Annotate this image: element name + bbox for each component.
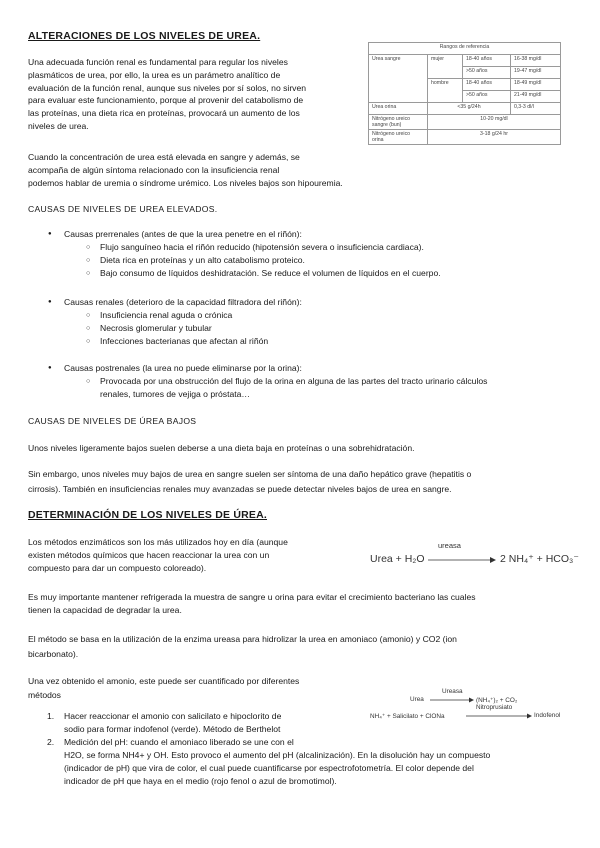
enzyme-label: Ureasa [442,688,463,695]
table-cell [369,115,428,130]
table-cell: Urea orina [369,103,428,115]
table-cell-line: Nitrógeno ureico [372,131,411,137]
table-cell-line: orina [372,137,384,143]
list-item: ○ Flujo sanguíneo hacia el riñón reducido (hipotensión severa o insuficiencia cardiaca). [100,241,564,254]
table-cell: 0,3-3 dl/l [510,103,560,115]
table-cell: 19-47 mg/dl [510,67,560,79]
list-number: 2. [47,737,55,747]
table-cell: >50 años [463,67,511,79]
text-line: H2O, se forma NH4+ y OH. Esto provoco el aumento del pH (alcalinización). En la disolución hay un compuesto [64,750,491,760]
text-line: bicarbonato). [28,648,79,659]
bullet-postrenales: ● Causas postrenales (la urea no puede eliminarse por la orina): [64,362,564,375]
bullet-renales: ● Causas renales (deterioro de la capacidad filtradora del riñón): [64,296,564,309]
table-cell: mujer [428,55,463,79]
bajos-paragraph-2 [28,467,588,496]
metodos-list [47,710,590,788]
eq-product: Indofenol [534,712,561,719]
table-cell: >50 años [463,91,511,103]
text-line: Los métodos enzimáticos son los más utilizados hoy en día (aunque [28,537,288,547]
text-line: podemos hablar de uremia o síndrome urémico. Los niveles bajos son hipouremia. [28,177,343,188]
table-cell: hombre [428,79,463,103]
enzyme-label: Nitroprusiato [476,704,513,711]
table-cell-line: Nitrógeno ureico [372,116,411,122]
postrenales-block [64,362,564,401]
renales-block [64,296,564,348]
text-line: Una adecuada función renal es fundamental para regular los niveles [28,57,288,67]
list-number: 1. [47,711,55,721]
text-line: para evaluar este funcionamiento, porque al provenir del catabolismo de [28,95,304,106]
section-title-alteraciones: ALTERACIONES DE LOS NIVELES DE UREA. [28,30,261,42]
uremia-paragraph [28,151,468,189]
products: 2 NH₄⁺ + HCO₃⁻ [500,553,579,565]
table-cell [369,130,428,145]
text-line: indicador de pH que haya en el medio (rojo fenol o azul de bromotimol). [64,776,337,786]
amonio-paragraph [28,674,368,702]
enzyme-label: ureasa [438,541,461,550]
reaction-arrow-icon [430,696,474,704]
list-item-continuation: renales, tumores de vejiga o próstata… [100,389,250,399]
list-item: ○ Necrosis glomerular y tubular [100,322,564,335]
intro-paragraph [28,56,363,133]
reactants: Urea + H₂O [370,553,425,565]
table-header: Rangos de referencia [369,43,561,55]
reaction-arrow-icon [428,555,496,565]
text-line: (indicador de pH) que vira de color, el cual puede cuantificarse por espectrofotometría. El color depende del [64,763,474,773]
text-line: plasmáticos de urea, por ello, la urea es un parámetro analítico de [28,69,281,80]
table-cell: 16-38 mg/dl [510,55,560,67]
text-line: Medición del pH: cuando el amoniaco liberado se une con el [64,737,294,747]
equation-ureasa [370,541,579,571]
list-item: ○ Infecciones bacterianas que afectan al riñón [100,335,564,348]
list-item: ○ Insuficiencia renal aguda o crónica [100,309,564,322]
table-cell: 21-49 mg/dl [510,91,560,103]
bullet-prerrenales: ● Causas prerrenales (antes de que la urea penetre en el riñón): [64,228,564,241]
text-line: niveles de urea. [28,120,89,131]
table-cell: 10-20 mg/dl [428,115,561,130]
text-line: Una vez obtenido el amonio, este puede ser cuantificado por diferentes [28,676,300,686]
text-line: acompaña de algún síntoma relacionado con la insuficiencia renal [28,164,280,175]
eq-reactant: Urea [410,696,424,703]
table-cell: <35 g/24h [428,103,511,115]
text-line: Cuando la concentración de urea está elevada en sangre y además, se [28,152,300,162]
eq-reactant: NH₄⁺ + Salicilato + ClONa [370,713,445,720]
table-cell-line: sangre (bun) [372,122,402,128]
metodos-paragraph [28,536,348,574]
prerrenales-block [64,228,564,280]
text-line: las proteínas, una dieta rica en proteínas, provocará un aumento de los [28,108,300,119]
text-line: Sin embargo, unos niveles muy bajos de urea en sangre suelen ser síntoma de una daño hepático grave (hepatitis o [28,469,472,479]
text-line: existen métodos químicos que hacen reaccionar la urea con un [28,549,270,560]
text-line: Es muy importante mantener refrigerada la muestra de sangre u orina para evitar el crecimiento bacteriano las cuales [28,592,476,602]
list-item-2 [47,736,590,788]
causas-bajos-title: CAUSAS DE NIVELES DE ÚREA BAJOS [28,416,197,426]
table-cell: Urea sangre [369,55,428,103]
text-line: Hacer reaccionar el amonio con salicilato e hipoclorito de [64,711,282,721]
reference-table [368,42,561,145]
list-item: ○ Provocada por una obstrucción del flujo de la orina en alguna de las partes del tracto urinario cálculos [100,375,564,388]
metodo-base-paragraph [28,632,588,661]
text-line: El método se basa en la utilización de la enzima ureasa para hidrolizar la urea en amoniaco (amonio) y CO2 (ion [28,634,457,644]
table-cell: 3-18 g/24 hr [428,130,561,145]
text-line: compuesto para dar un compuesto coloreado). [28,562,207,573]
table-cell: 18-40 años [463,79,511,91]
eq-product: (NH₄⁺)₂ + CO₂ [476,697,518,704]
table-cell: 18-40 años [463,55,511,67]
refrigeracion-paragraph [28,591,588,617]
causas-elevados-title: CAUSAS DE NIVELES DE UREA ELEVADOS. [28,204,218,214]
bajos-paragraph-1: Unos niveles ligeramente bajos suelen deberse a una dieta baja en proteínas o una sobrehidratación. [28,443,415,453]
list-item: ○ Dieta rica en proteínas y un alto catabolismo proteico. [100,254,564,267]
text-line: cirrosis). También en insuficiencias renales muy avanzadas se puede detectar niveles bajos de urea en sangre. [28,483,452,494]
text-line: sodio para formar indofenol (verde). Método de Berthelot [64,724,281,734]
table-cell: 18-49 mg/dl [510,79,560,91]
text-line: tienen la capacidad de degradar la urea. [28,604,182,615]
list-item: ○ Bajo consumo de líquidos deshidratación. Se reduce el volumen de líquidos en el cuerpo. [100,267,564,280]
text-line: evaluación de la función renal, aunque sus niveles por sí solos, no sirven [28,82,307,93]
section-title-determinacion: DETERMINACIÓN DE LOS NIVELES DE ÚREA. [28,509,268,521]
list-item-1 [47,710,590,736]
text-line: métodos [28,690,61,700]
